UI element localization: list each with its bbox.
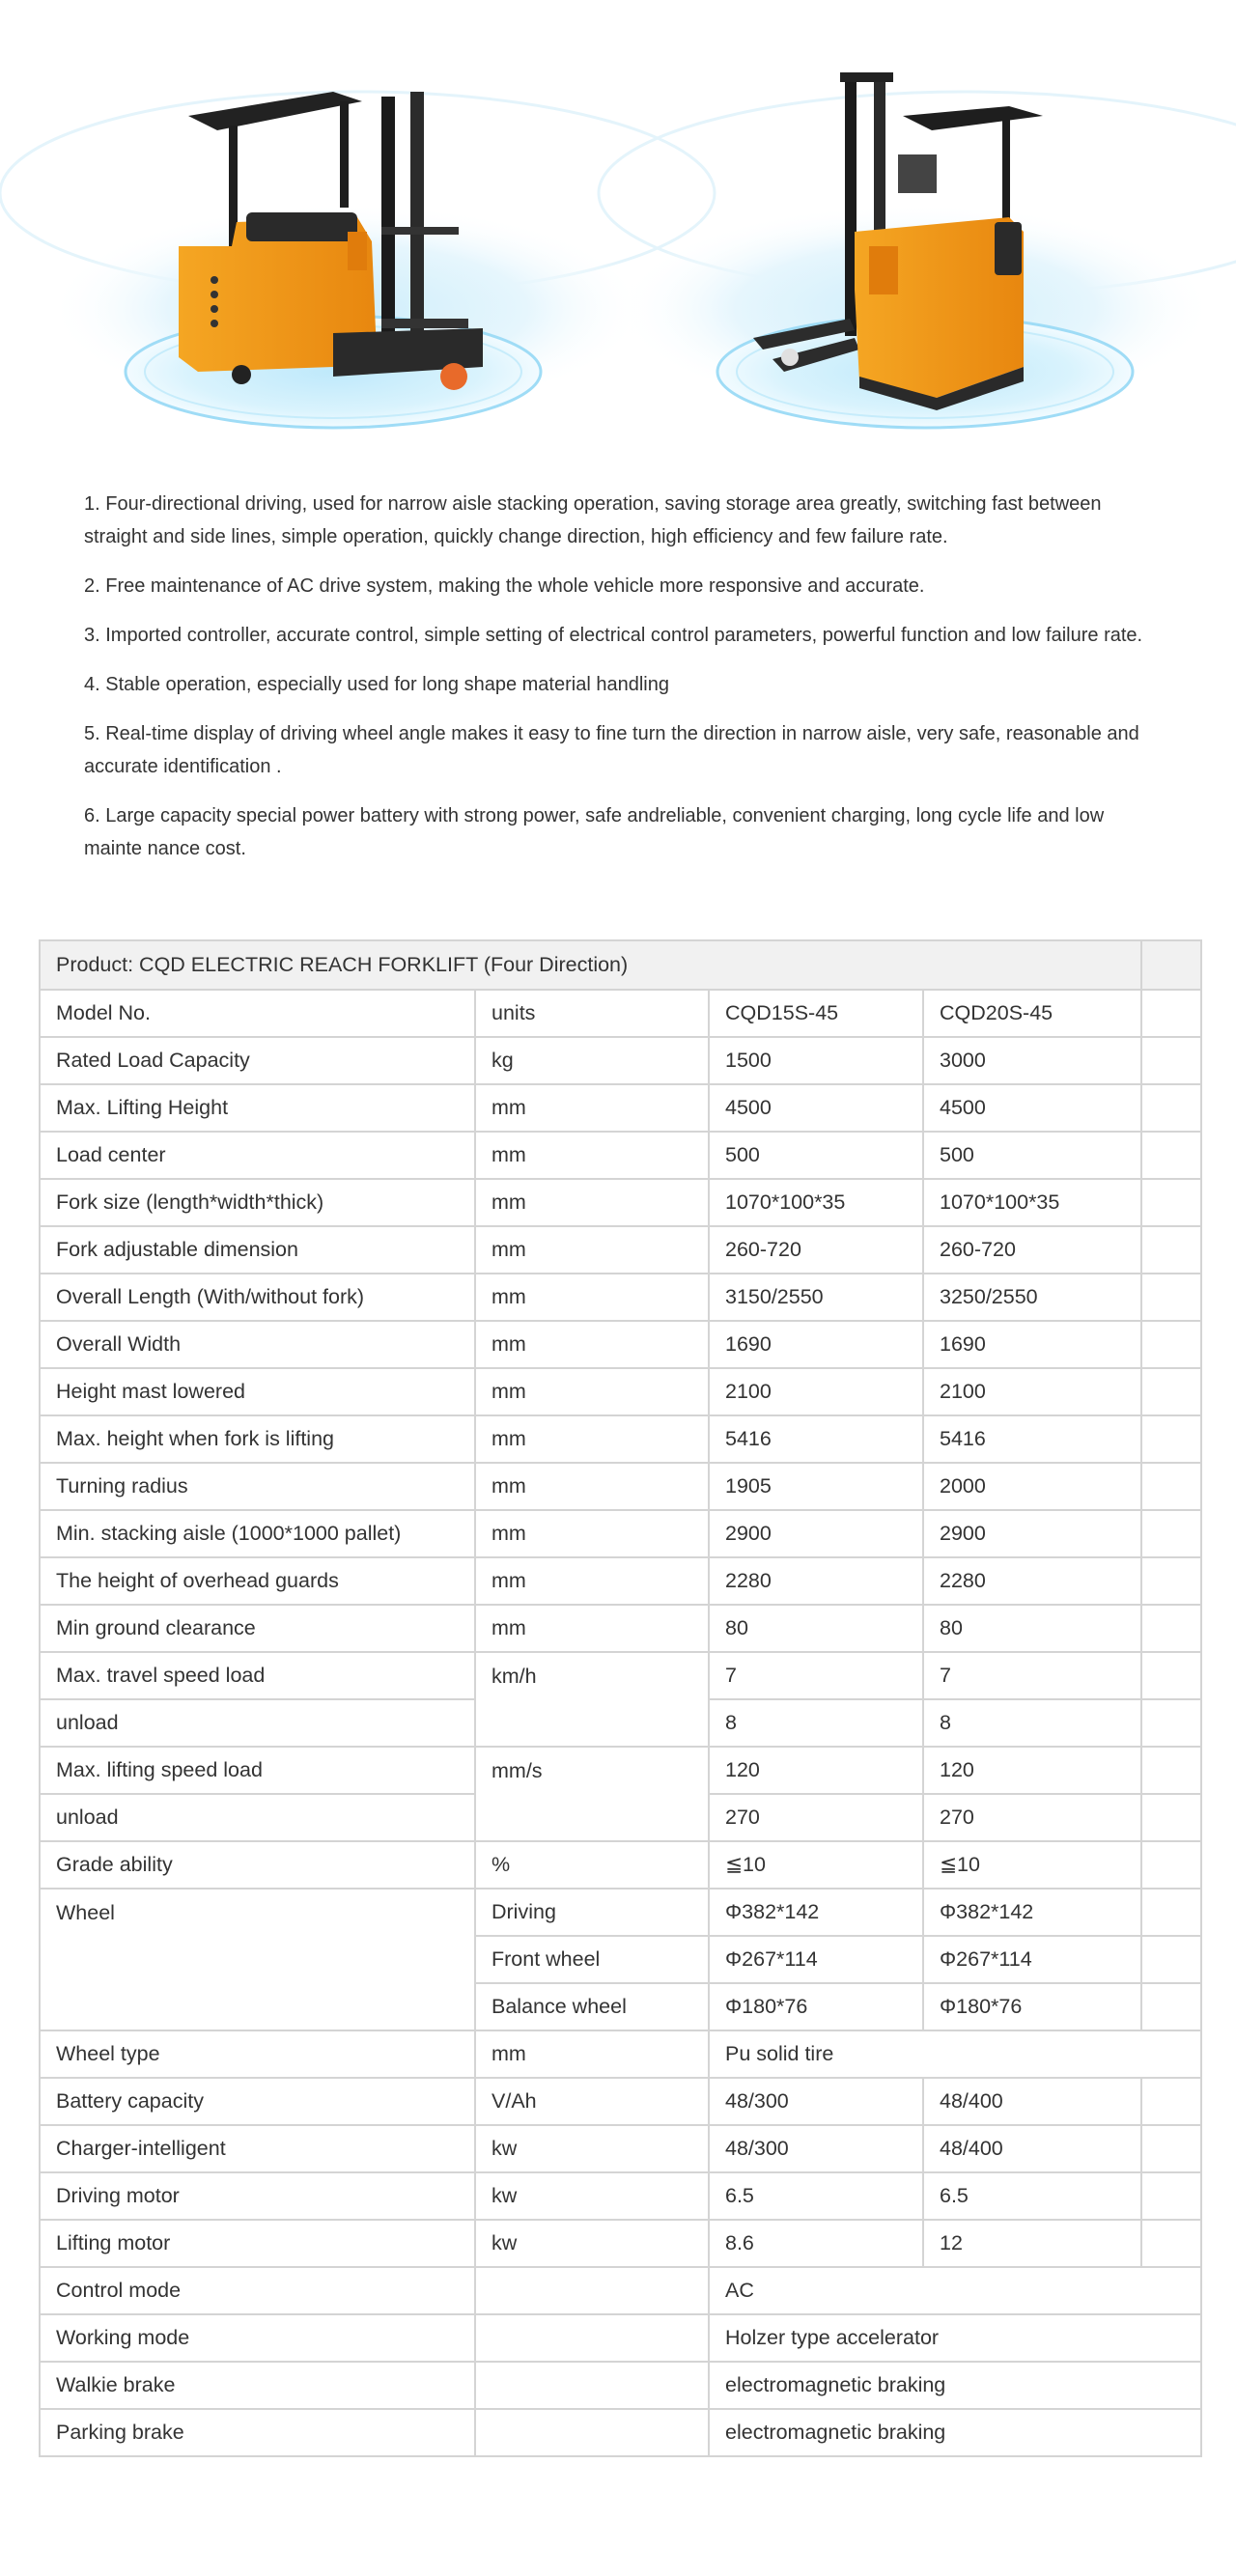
row-value-a: 4500 (709, 1084, 923, 1132)
empty-cell (1141, 1132, 1201, 1179)
row-label: The height of overhead guards (40, 1557, 475, 1605)
row-value-b: 12 (923, 2220, 1141, 2267)
row-label: Driving motor (40, 2172, 475, 2220)
table-row (40, 2362, 1201, 2409)
table-row (40, 2409, 1201, 2456)
row-value-b: Φ180*76 (923, 1983, 1141, 2030)
empty-cell (1141, 1747, 1201, 1794)
table-row (40, 1889, 1201, 1936)
row-label: unload (40, 1794, 475, 1841)
row-value-a: 8 (709, 1699, 923, 1747)
header-model-b: CQD20S-45 (923, 990, 1141, 1037)
header-label: Model No. (40, 990, 475, 1037)
row-value-b: 4500 (923, 1084, 1141, 1132)
row-value-a: ≦10 (709, 1841, 923, 1889)
row-label: Overall Width (40, 1321, 475, 1368)
row-label: Parking brake (40, 2409, 475, 2456)
left-forklift-image (0, 92, 715, 428)
table-row (40, 1084, 1201, 1132)
row-unit: mm (475, 1179, 709, 1226)
empty-cell (1141, 1368, 1201, 1415)
row-label: Grade ability (40, 1841, 475, 1889)
feature-item: 4. Stable operation, especially used for long shape material handling (84, 674, 669, 695)
row-value-a: 48/300 (709, 2078, 923, 2125)
empty-cell (1141, 1557, 1201, 1605)
row-value-a: 1690 (709, 1321, 923, 1368)
empty-cell (1141, 1605, 1201, 1652)
table-row (40, 1747, 1201, 1794)
row-value-b: 3250/2550 (923, 1274, 1141, 1321)
row-label: Fork adjustable dimension (40, 1226, 475, 1274)
empty-cell (1141, 1037, 1201, 1084)
row-label: unload (40, 1699, 475, 1747)
feature-item: 6. Large capacity special power battery with strong power, safe andreliable, convenient charging, long cycle life and low mainte nance cost. (84, 805, 1105, 859)
empty-cell (1141, 940, 1201, 990)
row-unit: km/h (475, 1652, 709, 1747)
row-value-a: 500 (709, 1132, 923, 1179)
row-unit (475, 2362, 709, 2409)
row-value-b: 7 (923, 1652, 1141, 1699)
row-value-b: ≦10 (923, 1841, 1141, 1889)
row-value-b: 270 (923, 1794, 1141, 1841)
feature-item: 5. Real-time display of driving wheel angle makes it easy to fine turn the direction in narrow aisle, very safe, reasonable and accurate identification . (84, 723, 1139, 777)
row-unit (475, 2267, 709, 2314)
row-value-a: 7 (709, 1652, 923, 1699)
table-row (40, 1415, 1201, 1463)
row-value-a: 260-720 (709, 1226, 923, 1274)
row-value-a: 6.5 (709, 2172, 923, 2220)
row-value-b: 48/400 (923, 2125, 1141, 2172)
row-value-a: 2280 (709, 1557, 923, 1605)
row-unit: mm (475, 1084, 709, 1132)
table-row (40, 1037, 1201, 1084)
row-label: Rated Load Capacity (40, 1037, 475, 1084)
table-row (40, 1557, 1201, 1605)
empty-cell (1141, 1084, 1201, 1132)
row-label: Min ground clearance (40, 1605, 475, 1652)
table-row (40, 1841, 1201, 1889)
row-value-b: 1690 (923, 1321, 1141, 1368)
row-label: Min. stacking aisle (1000*1000 pallet) (40, 1510, 475, 1557)
row-unit: mm (475, 1605, 709, 1652)
row-value-b: 8 (923, 1699, 1141, 1747)
product-title: Product: CQD ELECTRIC REACH FORKLIFT (Four Direction) (40, 940, 1141, 990)
row-value-a: Φ382*142 (709, 1889, 923, 1936)
table-row (40, 1179, 1201, 1226)
row-value-b: 500 (923, 1132, 1141, 1179)
row-unit: mm (475, 1510, 709, 1557)
row-value-a: 8.6 (709, 2220, 923, 2267)
row-unit: mm (475, 1226, 709, 1274)
row-value-a: Φ267*114 (709, 1936, 923, 1983)
row-value-b: 3000 (923, 1037, 1141, 1084)
row-value-b: 2100 (923, 1368, 1141, 1415)
table-row (40, 2125, 1201, 2172)
row-label: Load center (40, 1132, 475, 1179)
row-value-b: 2900 (923, 1510, 1141, 1557)
row-label: Max. travel speed load (40, 1652, 475, 1699)
row-value-a: 5416 (709, 1415, 923, 1463)
table-row (40, 2172, 1201, 2220)
row-value-b: 1070*100*35 (923, 1179, 1141, 1226)
empty-cell (1141, 1321, 1201, 1368)
row-value-a: Φ180*76 (709, 1983, 923, 2030)
row-unit: kw (475, 2220, 709, 2267)
empty-cell (1141, 1179, 1201, 1226)
row-value-merged: electromagnetic braking (709, 2362, 1201, 2409)
row-value-a: 2900 (709, 1510, 923, 1557)
row-label: Overall Length (With/without fork) (40, 1274, 475, 1321)
table-row (40, 2030, 1201, 2078)
empty-cell (1141, 1463, 1201, 1510)
table-row (40, 1226, 1201, 1274)
row-value-a: 80 (709, 1605, 923, 1652)
table-header-row (40, 990, 1201, 1037)
empty-cell (1141, 2078, 1201, 2125)
row-value-b: 120 (923, 1747, 1141, 1794)
empty-cell (1141, 2220, 1201, 2267)
row-unit: kw (475, 2125, 709, 2172)
empty-cell (1141, 990, 1201, 1037)
row-value-a: 120 (709, 1747, 923, 1794)
empty-cell (1141, 2172, 1201, 2220)
row-value-b: Φ382*142 (923, 1889, 1141, 1936)
row-label: Walkie brake (40, 2362, 475, 2409)
empty-cell (1141, 1652, 1201, 1699)
row-unit: mm (475, 1274, 709, 1321)
row-value-b: 5416 (923, 1415, 1141, 1463)
empty-cell (1141, 1274, 1201, 1321)
table-row (40, 1132, 1201, 1179)
wheel-name: Balance wheel (475, 1983, 709, 2030)
row-value-a: 3150/2550 (709, 1274, 923, 1321)
table-row (40, 2314, 1201, 2362)
table-row (40, 1321, 1201, 1368)
row-value-a: 48/300 (709, 2125, 923, 2172)
row-unit: mm (475, 1415, 709, 1463)
row-label: Battery capacity (40, 2078, 475, 2125)
empty-cell (1141, 1889, 1201, 1936)
row-unit: mm (475, 1463, 709, 1510)
table-row (40, 2220, 1201, 2267)
header-unit: units (475, 990, 709, 1037)
row-value-b: 80 (923, 1605, 1141, 1652)
wheel-name: Driving (475, 1889, 709, 1936)
table-row (40, 1463, 1201, 1510)
row-unit (475, 2409, 709, 2456)
row-value-merged: Holzer type accelerator (709, 2314, 1201, 2362)
row-value-a: 1500 (709, 1037, 923, 1084)
empty-cell (1141, 1841, 1201, 1889)
row-value-merged: AC (709, 2267, 1201, 2314)
row-unit: mm (475, 1368, 709, 1415)
row-value-a: 1070*100*35 (709, 1179, 923, 1226)
table-row (40, 1274, 1201, 1321)
row-label: Height mast lowered (40, 1368, 475, 1415)
row-unit: mm (475, 1321, 709, 1368)
wheel-name: Front wheel (475, 1936, 709, 1983)
row-unit: mm (475, 1132, 709, 1179)
row-value-merged: Pu solid tire (709, 2030, 1201, 2078)
row-value-a: 2100 (709, 1368, 923, 1415)
right-forklift-image (599, 72, 1236, 428)
empty-cell (1141, 1510, 1201, 1557)
row-value-b: 2280 (923, 1557, 1141, 1605)
hero-illustration (0, 0, 1236, 454)
empty-cell (1141, 1936, 1201, 1983)
row-label: Max. lifting speed load (40, 1747, 475, 1794)
row-unit: mm/s (475, 1747, 709, 1841)
row-unit: % (475, 1841, 709, 1889)
row-unit: mm (475, 2030, 709, 2078)
empty-cell (1141, 1983, 1201, 2030)
row-unit (475, 2314, 709, 2362)
row-value-a: 270 (709, 1794, 923, 1841)
empty-cell (1141, 1226, 1201, 1274)
row-label: Wheel type (40, 2030, 475, 2078)
row-label: Max. height when fork is lifting (40, 1415, 475, 1463)
row-value-b: 260-720 (923, 1226, 1141, 1274)
row-unit: mm (475, 1557, 709, 1605)
table-row (40, 1605, 1201, 1652)
row-value-b: 6.5 (923, 2172, 1141, 2220)
table-title-row (40, 940, 1201, 990)
row-value-b: 2000 (923, 1463, 1141, 1510)
row-value-a: 1905 (709, 1463, 923, 1510)
table-row (40, 2267, 1201, 2314)
table-row (40, 1652, 1201, 1699)
row-label: Control mode (40, 2267, 475, 2314)
row-label: Fork size (length*width*thick) (40, 1179, 475, 1226)
feature-item: 3. Imported controller, accurate control, simple setting of electrical control parameters, powerful function and low failure rate. (84, 625, 1143, 646)
row-value-b: 48/400 (923, 2078, 1141, 2125)
empty-cell (1141, 1415, 1201, 1463)
row-unit: kg (475, 1037, 709, 1084)
row-label: Turning radius (40, 1463, 475, 1510)
empty-cell (1141, 1699, 1201, 1747)
product-hero (0, 0, 1236, 454)
empty-cell (1141, 1794, 1201, 1841)
row-label: Max. Lifting Height (40, 1084, 475, 1132)
row-label: Charger-intelligent (40, 2125, 475, 2172)
feature-list (84, 488, 1161, 882)
feature-item: 1. Four-directional driving, used for narrow aisle stacking operation, saving storage area greatly, switching fast between straight and side lines, simple operation, quickly change direction, high efficiency and few failure rate. (84, 493, 1102, 547)
feature-item: 2. Free maintenance of AC drive system, making the whole vehicle more responsive and accurate. (84, 575, 925, 597)
row-unit: kw (475, 2172, 709, 2220)
table-row (40, 1368, 1201, 1415)
header-model-a: CQD15S-45 (709, 990, 923, 1037)
table-row (40, 1510, 1201, 1557)
empty-cell (1141, 2125, 1201, 2172)
row-value-merged: electromagnetic braking (709, 2409, 1201, 2456)
row-label: Lifting motor (40, 2220, 475, 2267)
row-value-b: Φ267*114 (923, 1936, 1141, 1983)
row-unit: V/Ah (475, 2078, 709, 2125)
table-row (40, 2078, 1201, 2125)
row-label: Wheel (40, 1889, 475, 2030)
row-label: Working mode (40, 2314, 475, 2362)
spec-table (39, 939, 1202, 2457)
